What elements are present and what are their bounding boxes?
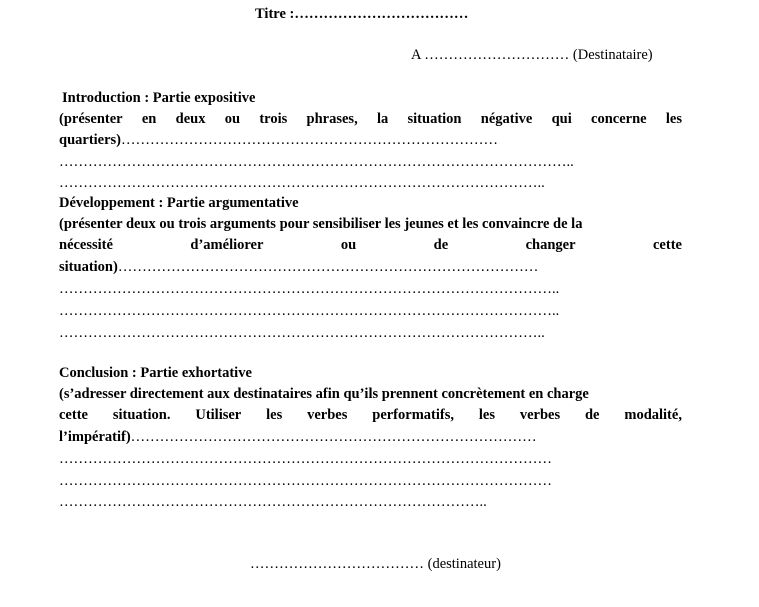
introduction-line1-word: trois bbox=[259, 111, 288, 127]
introduction-heading: Introduction : Partie expositive bbox=[62, 90, 256, 106]
development-dots-2: ………………………………………………………………………………………….. bbox=[59, 303, 560, 319]
conclusion-instruction-line1: (s’adresser directement aux destinataires afin qu’ils prennent concrètement en charge bbox=[59, 386, 589, 402]
title-label: Titre : bbox=[255, 6, 295, 22]
development-line2-word: changer bbox=[525, 237, 576, 253]
introduction-line2-text: quartiers) bbox=[59, 132, 122, 148]
signature-label: (destinateur) bbox=[427, 556, 501, 572]
introduction-line1-word: la bbox=[376, 111, 389, 127]
introduction-line1-word: ou bbox=[224, 111, 241, 127]
introduction-line1-word: (présenter bbox=[59, 111, 123, 127]
conclusion-line3-text: l’impératif) bbox=[59, 429, 131, 445]
introduction-instruction-line1 bbox=[59, 110, 682, 128]
conclusion-line2-word: les bbox=[478, 407, 495, 423]
introduction-instruction-line2 bbox=[59, 131, 498, 149]
signature-dots: ……………………………… bbox=[250, 556, 424, 572]
conclusion-line2-word: verbes bbox=[519, 407, 561, 423]
development-heading: Développement : Partie argumentative bbox=[59, 195, 299, 211]
development-line3-text: situation) bbox=[59, 259, 118, 275]
page-title bbox=[255, 5, 468, 23]
recipient-dots: ………………………… bbox=[424, 47, 570, 63]
conclusion-line3-dots: ………………………………………………………………………… bbox=[130, 429, 537, 445]
introduction-line1-word: les bbox=[665, 111, 682, 127]
recipient-line bbox=[411, 46, 653, 64]
development-line3-dots: …………………………………………………………………………… bbox=[117, 259, 539, 275]
conclusion-dots-3: …………………………………………………………………………….. bbox=[59, 494, 487, 510]
conclusion-line2-word: modalité, bbox=[624, 407, 682, 423]
conclusion-line2-word: Utiliser bbox=[195, 407, 242, 423]
conclusion-heading: Conclusion : Partie exhortative bbox=[59, 365, 252, 381]
development-instruction-line2 bbox=[59, 236, 682, 254]
signature-line bbox=[250, 555, 501, 573]
conclusion-dots-2: ………………………………………………………………………………………… bbox=[59, 473, 552, 489]
introduction-line2-dots: …………………………………………………………………… bbox=[121, 132, 499, 148]
conclusion-line2-word: verbes bbox=[307, 407, 348, 423]
development-line2-word: cette bbox=[653, 237, 682, 253]
introduction-line1-word: en bbox=[141, 111, 157, 127]
development-line2-word: ou bbox=[340, 237, 357, 253]
conclusion-dots-1: ………………………………………………………………………………………… bbox=[59, 451, 552, 467]
introduction-line1-word: concerne bbox=[591, 111, 647, 127]
conclusion-line2-word: cette bbox=[59, 407, 88, 423]
introduction-line1-word: situation bbox=[407, 111, 462, 127]
conclusion-line2-word: les bbox=[266, 407, 283, 423]
development-line2-word: nécessité bbox=[59, 237, 113, 253]
recipient-prefix: A bbox=[411, 47, 421, 63]
development-instruction-line3 bbox=[59, 258, 538, 276]
conclusion-line2-word: performatifs, bbox=[372, 407, 454, 423]
conclusion-instruction-line3 bbox=[59, 428, 537, 446]
introduction-line1-word: négative bbox=[480, 111, 533, 127]
introduction-line1-word: deux bbox=[175, 111, 206, 127]
introduction-dots-2: ……………………………………………………………………………………….. bbox=[59, 175, 545, 191]
development-dots-3: ……………………………………………………………………………………….. bbox=[59, 325, 545, 341]
conclusion-instruction-line2 bbox=[59, 406, 682, 424]
introduction-line1-word: phrases, bbox=[306, 111, 358, 127]
conclusion-line2-word: de bbox=[584, 407, 600, 423]
development-dots-1: ………………………………………………………………………………………….. bbox=[59, 281, 560, 297]
development-instruction-line1: (présenter deux ou trois arguments pour sensibiliser les jeunes et les convaincre de la bbox=[59, 216, 583, 232]
recipient-suffix: (Destinataire) bbox=[572, 47, 653, 63]
introduction-line1-word: qui bbox=[551, 111, 572, 127]
title-dots: ……………………………… bbox=[294, 6, 469, 22]
development-line2-word: d’améliorer bbox=[190, 237, 264, 253]
conclusion-line2-word: situation. bbox=[112, 407, 171, 423]
introduction-dots-1: …………………………………………………………………………………………….. bbox=[59, 154, 574, 170]
development-line2-word: de bbox=[433, 237, 449, 253]
